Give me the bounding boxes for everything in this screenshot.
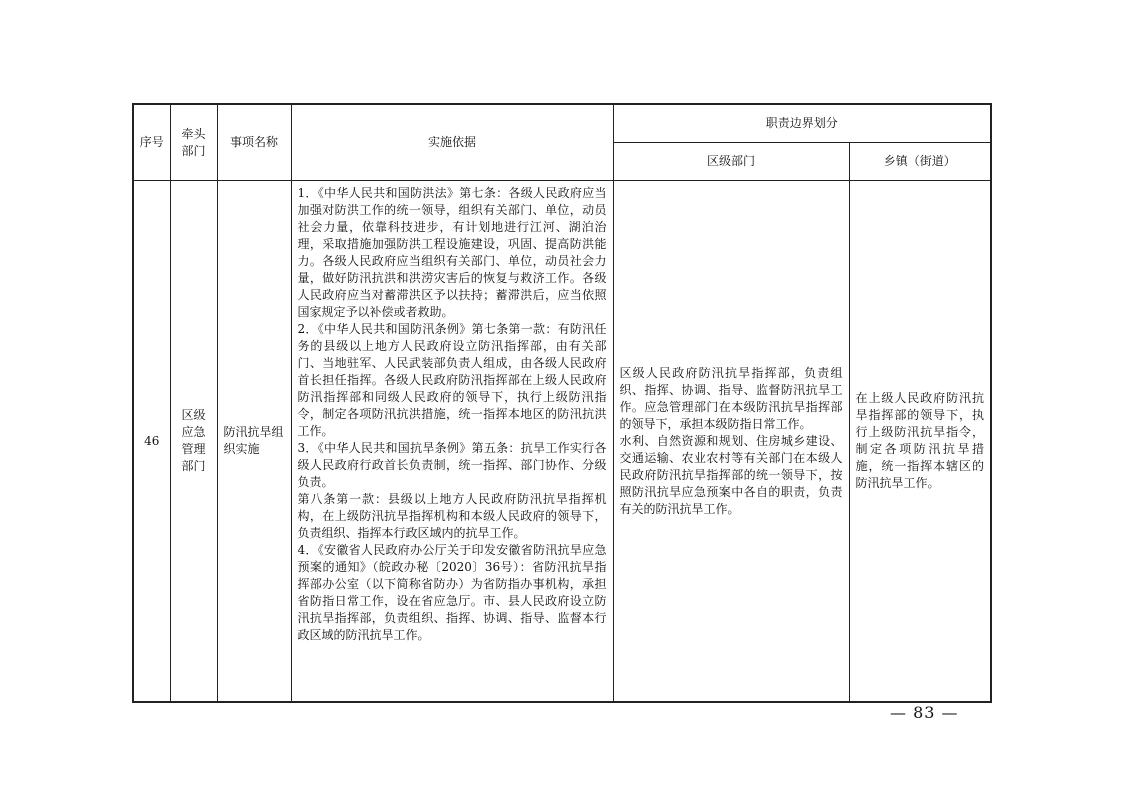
cell-dept — [170, 181, 217, 703]
cell-item-line: 防汛抗旱组 — [223, 425, 284, 439]
header-duty: 职责边界划分 — [613, 104, 991, 143]
page-number: — 83 — — [890, 703, 959, 722]
header-district: 区级部门 — [613, 143, 849, 181]
cell-seq: 46 — [133, 181, 170, 703]
basis-paragraph: 3．《中华人民共和国抗旱条例》第五条：抗旱工作实行各级人民政府行政首长负责制，统一指挥、部门协作、分级负责。 — [297, 441, 607, 489]
town-paragraph: 在上级人民政府防汛抗旱指挥部的领导下，执行上级防汛抗旱指令，制定各项防汛抗旱措施，统一指挥本辖区的防汛抗旱工作。 — [855, 391, 985, 490]
basis-paragraph: 1．《中华人民共和国防洪法》第七条：各级人民政府应当加强对防洪工作的统一领导，组织有关部门、单位，动员社会力量，依靠科技进步，有计划地进行江河、湖泊治理，采取措施加强防洪工程设施建设，巩固、提高防洪能力。各级人民政府应当组织有关部门、单位，动员社会力量，做好防汛抗洪和洪涝灾害后的恢复与救济工作。各级人民政府应当对蓄滞洪区予以扶持；蓄滞洪后，应当依照国家规定予以补偿或者救助。 — [297, 186, 607, 319]
cell-district — [613, 181, 849, 703]
header-basis: 实施依据 — [291, 104, 613, 181]
header-town: 乡镇（街道） — [849, 143, 991, 181]
header-dept-line: 牵头 — [181, 126, 206, 141]
header-dept-line: 部门 — [181, 143, 206, 158]
cell-basis — [291, 181, 613, 703]
duty-table — [132, 103, 992, 703]
cell-dept-line: 区级 — [181, 408, 206, 422]
cell-town — [849, 181, 991, 703]
cell-dept-line: 部门 — [181, 459, 206, 473]
header-seq: 序号 — [133, 104, 170, 181]
basis-paragraph: 4．《安徽省人民政府办公厅关于印发安徽省防汛抗旱应急预案的通知》（皖政办秘〔2020〕36号）：省防汛抗旱指挥部办公室（以下简称省防办）为省防指办事机构，承担省防指日常工作，设在省应急厅。市、县人民政府设立防汛抗旱指挥部，负责组织、指挥、协调、指导、监督本行政区域的防汛抗旱工作。 — [297, 543, 607, 642]
table-row — [133, 181, 991, 703]
cell-dept-line: 管理 — [181, 442, 206, 456]
district-paragraph: 水利、自然资源和规划、住房城乡建设、交通运输、农业农村等有关部门在本级人民政府防汛抗旱指挥部的统一领导下，按照防汛抗旱应急预案中各自的职责，负责有关的防汛抗旱工作。 — [619, 433, 843, 516]
cell-item — [217, 181, 291, 703]
header-item: 事项名称 — [217, 104, 291, 181]
basis-paragraph: 第八条第一款：县级以上地方人民政府防汛抗旱指挥机构，在上级防汛抗旱指挥机构和本级人民政府的领导下，负责组织、指挥本行政区域内的抗旱工作。 — [297, 492, 607, 540]
header-dept — [170, 104, 217, 181]
cell-item-line: 织实施 — [223, 442, 260, 456]
district-paragraph: 区级人民政府防汛抗旱指挥部，负责组织、指挥、协调、指导、监督防汛抗旱工作。应急管理部门在本级防汛抗旱指挥部的领导下，承担本级防指日常工作。 — [619, 365, 843, 431]
basis-paragraph: 2．《中华人民共和国防汛条例》第七条第一款：有防汛任务的县级以上地方人民政府设立防汛指挥部，由有关部门、当地驻军、人民武装部负责人组成，由各级人民政府首长担任指挥。各级人民政府防汛指挥部在上级人民政府防汛指挥部和同级人民政府的领导下，执行上级防汛指令，制定各项防汛抗洪措施，统一指挥本地区的防汛抗洪工作。 — [297, 322, 607, 438]
cell-dept-line: 应急 — [181, 425, 206, 439]
